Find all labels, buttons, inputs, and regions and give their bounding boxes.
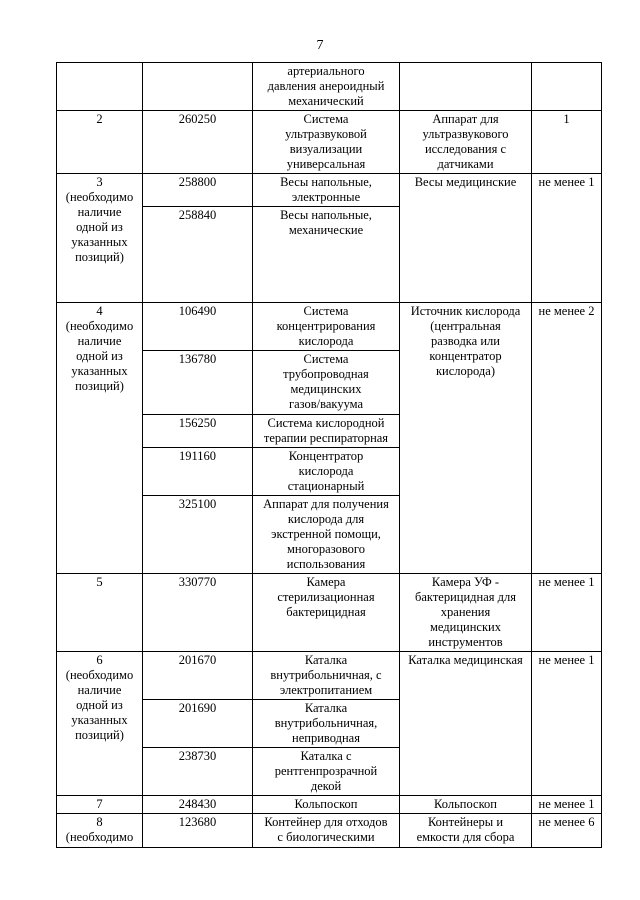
cell-type: [400, 63, 532, 111]
cell-quantity: не менее 2: [532, 303, 602, 574]
cell-number: 3 (необходимо наличие одной из указанных позиций): [57, 174, 143, 303]
table-row: [57, 652, 602, 700]
cell-name: Камера стерилизационная бактерицидная: [253, 574, 400, 652]
cell-type: Источник кислорода (центральная разводка или концентратор кислорода): [400, 303, 532, 574]
cell-number: 2: [57, 111, 143, 174]
cell-number: [57, 63, 143, 111]
cell-code: 258800: [143, 174, 253, 207]
cell-name: Система ультразвуковой визуализации универсальная: [253, 111, 400, 174]
table-row: [57, 303, 602, 351]
cell-type: Контейнеры и емкости для сбора: [400, 814, 532, 848]
table-row: [57, 63, 602, 111]
cell-quantity: не менее 6: [532, 814, 602, 848]
cell-name: Весы напольные, механические: [253, 207, 400, 303]
cell-code: 106490: [143, 303, 253, 351]
equipment-table: [56, 62, 602, 848]
cell-code: [143, 63, 253, 111]
cell-name: Весы напольные, электронные: [253, 174, 400, 207]
cell-code: 136780: [143, 351, 253, 415]
cell-code: 260250: [143, 111, 253, 174]
cell-code: 238730: [143, 748, 253, 796]
table-row: [57, 814, 602, 848]
cell-number: 7: [57, 796, 143, 814]
cell-name: артериального давления анероидный механический: [253, 63, 400, 111]
cell-type: Камера УФ - бактерицидная для хранения медицинских инструментов: [400, 574, 532, 652]
page-number: 7: [316, 38, 324, 53]
cell-number: 8 (необходимо: [57, 814, 143, 848]
cell-code: 123680: [143, 814, 253, 848]
cell-name: Система кислородной терапии респираторная: [253, 415, 400, 448]
cell-quantity: не менее 1: [532, 174, 602, 303]
cell-code: 201690: [143, 700, 253, 748]
cell-number: 5: [57, 574, 143, 652]
cell-name: Система концентрирования кислорода: [253, 303, 400, 351]
cell-number: 6 (необходимо наличие одной из указанных позиций): [57, 652, 143, 796]
cell-quantity: 1: [532, 111, 602, 174]
cell-code: 325100: [143, 496, 253, 574]
cell-code: 156250: [143, 415, 253, 448]
cell-code: 258840: [143, 207, 253, 303]
cell-type: Аппарат для ультразвукового исследования с датчиками: [400, 111, 532, 174]
table-row: [57, 174, 602, 207]
cell-name: Каталка с рентгенпрозрачной декой: [253, 748, 400, 796]
cell-name: Кольпоскоп: [253, 796, 400, 814]
cell-quantity: [532, 63, 602, 111]
table-row: [57, 111, 602, 174]
cell-code: 248430: [143, 796, 253, 814]
cell-quantity: не менее 1: [532, 796, 602, 814]
cell-code: 330770: [143, 574, 253, 652]
cell-name: Концентратор кислорода стационарный: [253, 448, 400, 496]
table-row: [57, 796, 602, 814]
cell-name: Аппарат для получения кислорода для экстренной помощи, многоразового использования: [253, 496, 400, 574]
cell-code: 191160: [143, 448, 253, 496]
cell-number: 4 (необходимо наличие одной из указанных позиций): [57, 303, 143, 574]
cell-name: Каталка внутрибольничная, неприводная: [253, 700, 400, 748]
cell-name: Каталка внутрибольничная, с электропитанием: [253, 652, 400, 700]
cell-type: Весы медицинские: [400, 174, 532, 303]
cell-name: Контейнер для отходов с биологическими: [253, 814, 400, 848]
cell-quantity: не менее 1: [532, 574, 602, 652]
cell-name: Система трубопроводная медицинских газов/вакуума: [253, 351, 400, 415]
cell-type: Каталка медицинская: [400, 652, 532, 796]
cell-quantity: не менее 1: [532, 652, 602, 796]
table-row: [57, 574, 602, 652]
cell-code: 201670: [143, 652, 253, 700]
cell-type: Кольпоскоп: [400, 796, 532, 814]
